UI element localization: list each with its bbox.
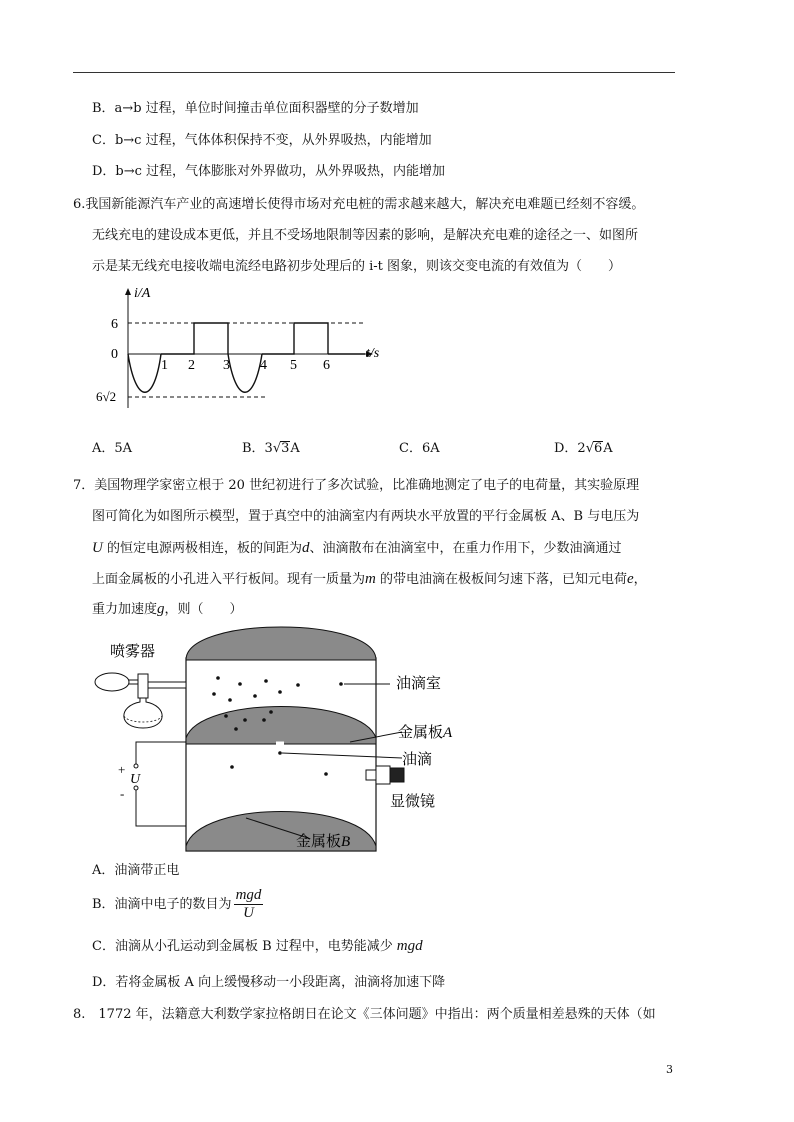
q7-stem-line3: U 的恒定电源两极相连，板的间距为d、油滴散布在油滴室中，在重力作用下，少数油滴通过	[92, 540, 622, 556]
fraction-mgd-over-u: $\frac{\text{mgd}}{U}$	[235, 887, 262, 921]
millikan-apparatus-figure	[90, 624, 470, 856]
negative-half-wave-2	[228, 354, 262, 392]
q6-option-c: C．6A	[399, 441, 440, 456]
y-axis-label: i/A	[134, 286, 151, 301]
minus-label: -	[120, 786, 125, 801]
q7-option-a: A．油滴带正电	[92, 863, 180, 878]
q8-stem-line1: 8. 1772 年，法籍意大利数学家拉格朗日在论文《三体问题》中指出：两个质量相差悬殊的天体（如	[73, 1007, 656, 1022]
q7-stem-line2: 图可简化为如图所示模型，置于真空中的油滴室内有两块水平放置的平行金属板 A、B 与电压为	[92, 509, 640, 524]
sprayer-bulb	[95, 673, 129, 691]
x-tick-5: 5	[290, 358, 297, 373]
q6-it-graph	[90, 283, 395, 413]
q7-option-b: B．油滴中电子的数目为 $\frac{\text{mgd}}{U}$	[92, 887, 262, 921]
droplet-label: 油滴	[402, 752, 433, 768]
x-tick-1: 1	[161, 358, 168, 373]
q6-options-row	[92, 440, 712, 460]
chamber-top-cap	[186, 627, 376, 660]
q5-option-b: B．a→b 过程，单位时间撞击单位面积器壁的分子数增加	[92, 101, 419, 116]
q7-option-d: D．若将金属板 A 向上缓慢移动一小段距离，油滴将加速下降	[92, 975, 446, 990]
x-tick-4: 4	[260, 358, 267, 373]
y-pos-tick: 6	[111, 317, 118, 332]
plate-a-label: 金属板A	[398, 725, 453, 741]
plus-label: +	[118, 762, 126, 777]
q5-option-c: C．b→c 过程，气体体积保持不变，从外界吸热，内能增加	[92, 133, 432, 148]
x-axis-label: t/s	[366, 346, 380, 361]
q6-stem-line1: 6.我国新能源汽车产业的高速增长使得市场对充电桩的需求越来越大，解决充电难题已经刻不容缓。	[73, 197, 645, 212]
x-tick-6: 6	[323, 358, 330, 373]
chamber-label: 油滴室	[396, 676, 442, 692]
microscope-body	[376, 766, 390, 784]
y-neg-tick: 6√2	[96, 389, 117, 404]
square-pulse-1	[161, 323, 228, 354]
square-pulse-2	[262, 323, 328, 354]
x-tick-2: 2	[188, 358, 195, 373]
sprayer-tube	[160, 682, 186, 688]
q6-option-d: D．2√6A	[554, 441, 613, 456]
circuit-wire	[136, 742, 186, 826]
voltage-label: U	[130, 772, 141, 787]
x-tick-3: 3	[223, 358, 230, 373]
sprayer-label: 喷雾器	[110, 644, 156, 660]
q7-stem-line5: 重力加速度g，则（ ）	[92, 601, 243, 617]
q6-stem-line2: 无线充电的建设成本更低，并且不受场地限制等因素的影响，是解决充电难的途径之一、如图所	[92, 228, 639, 243]
q7-stem-line4: 上面金属板的小孔进入平行板间。现有一质量为m 的带电油滴在极板间匀速下落，已知元电荷e，	[92, 571, 647, 587]
q7-option-c: C．油滴从小孔运动到金属板 B 过程中，电势能减少 mgd	[92, 938, 423, 954]
q6-option-b: B．3√3A	[242, 441, 300, 456]
page-number: 3	[666, 1063, 673, 1076]
sprayer-flask	[124, 698, 162, 728]
origin-label: 0	[111, 347, 118, 362]
microscope-label: 显微镜	[390, 794, 436, 810]
plate-b-label: 金属板B	[296, 834, 351, 850]
header-rule	[73, 72, 675, 73]
q5-option-d: D．b→c 过程，气体膨胀对外界做功，从外界吸热，内能增加	[92, 164, 446, 179]
negative-half-wave-1	[128, 354, 161, 392]
q6-stem-line3: 示是某无线充电接收端电流经电路初步处理后的 i-t 图象，则该交变电流的有效值为（ ）	[92, 259, 622, 274]
q6-option-a: A．5A	[92, 441, 133, 456]
q7-stem-line1: 7．美国物理学家密立根于 20 世纪初进行了多次试验，比准确地测定了电子的电荷量，其实验原理	[73, 478, 640, 493]
